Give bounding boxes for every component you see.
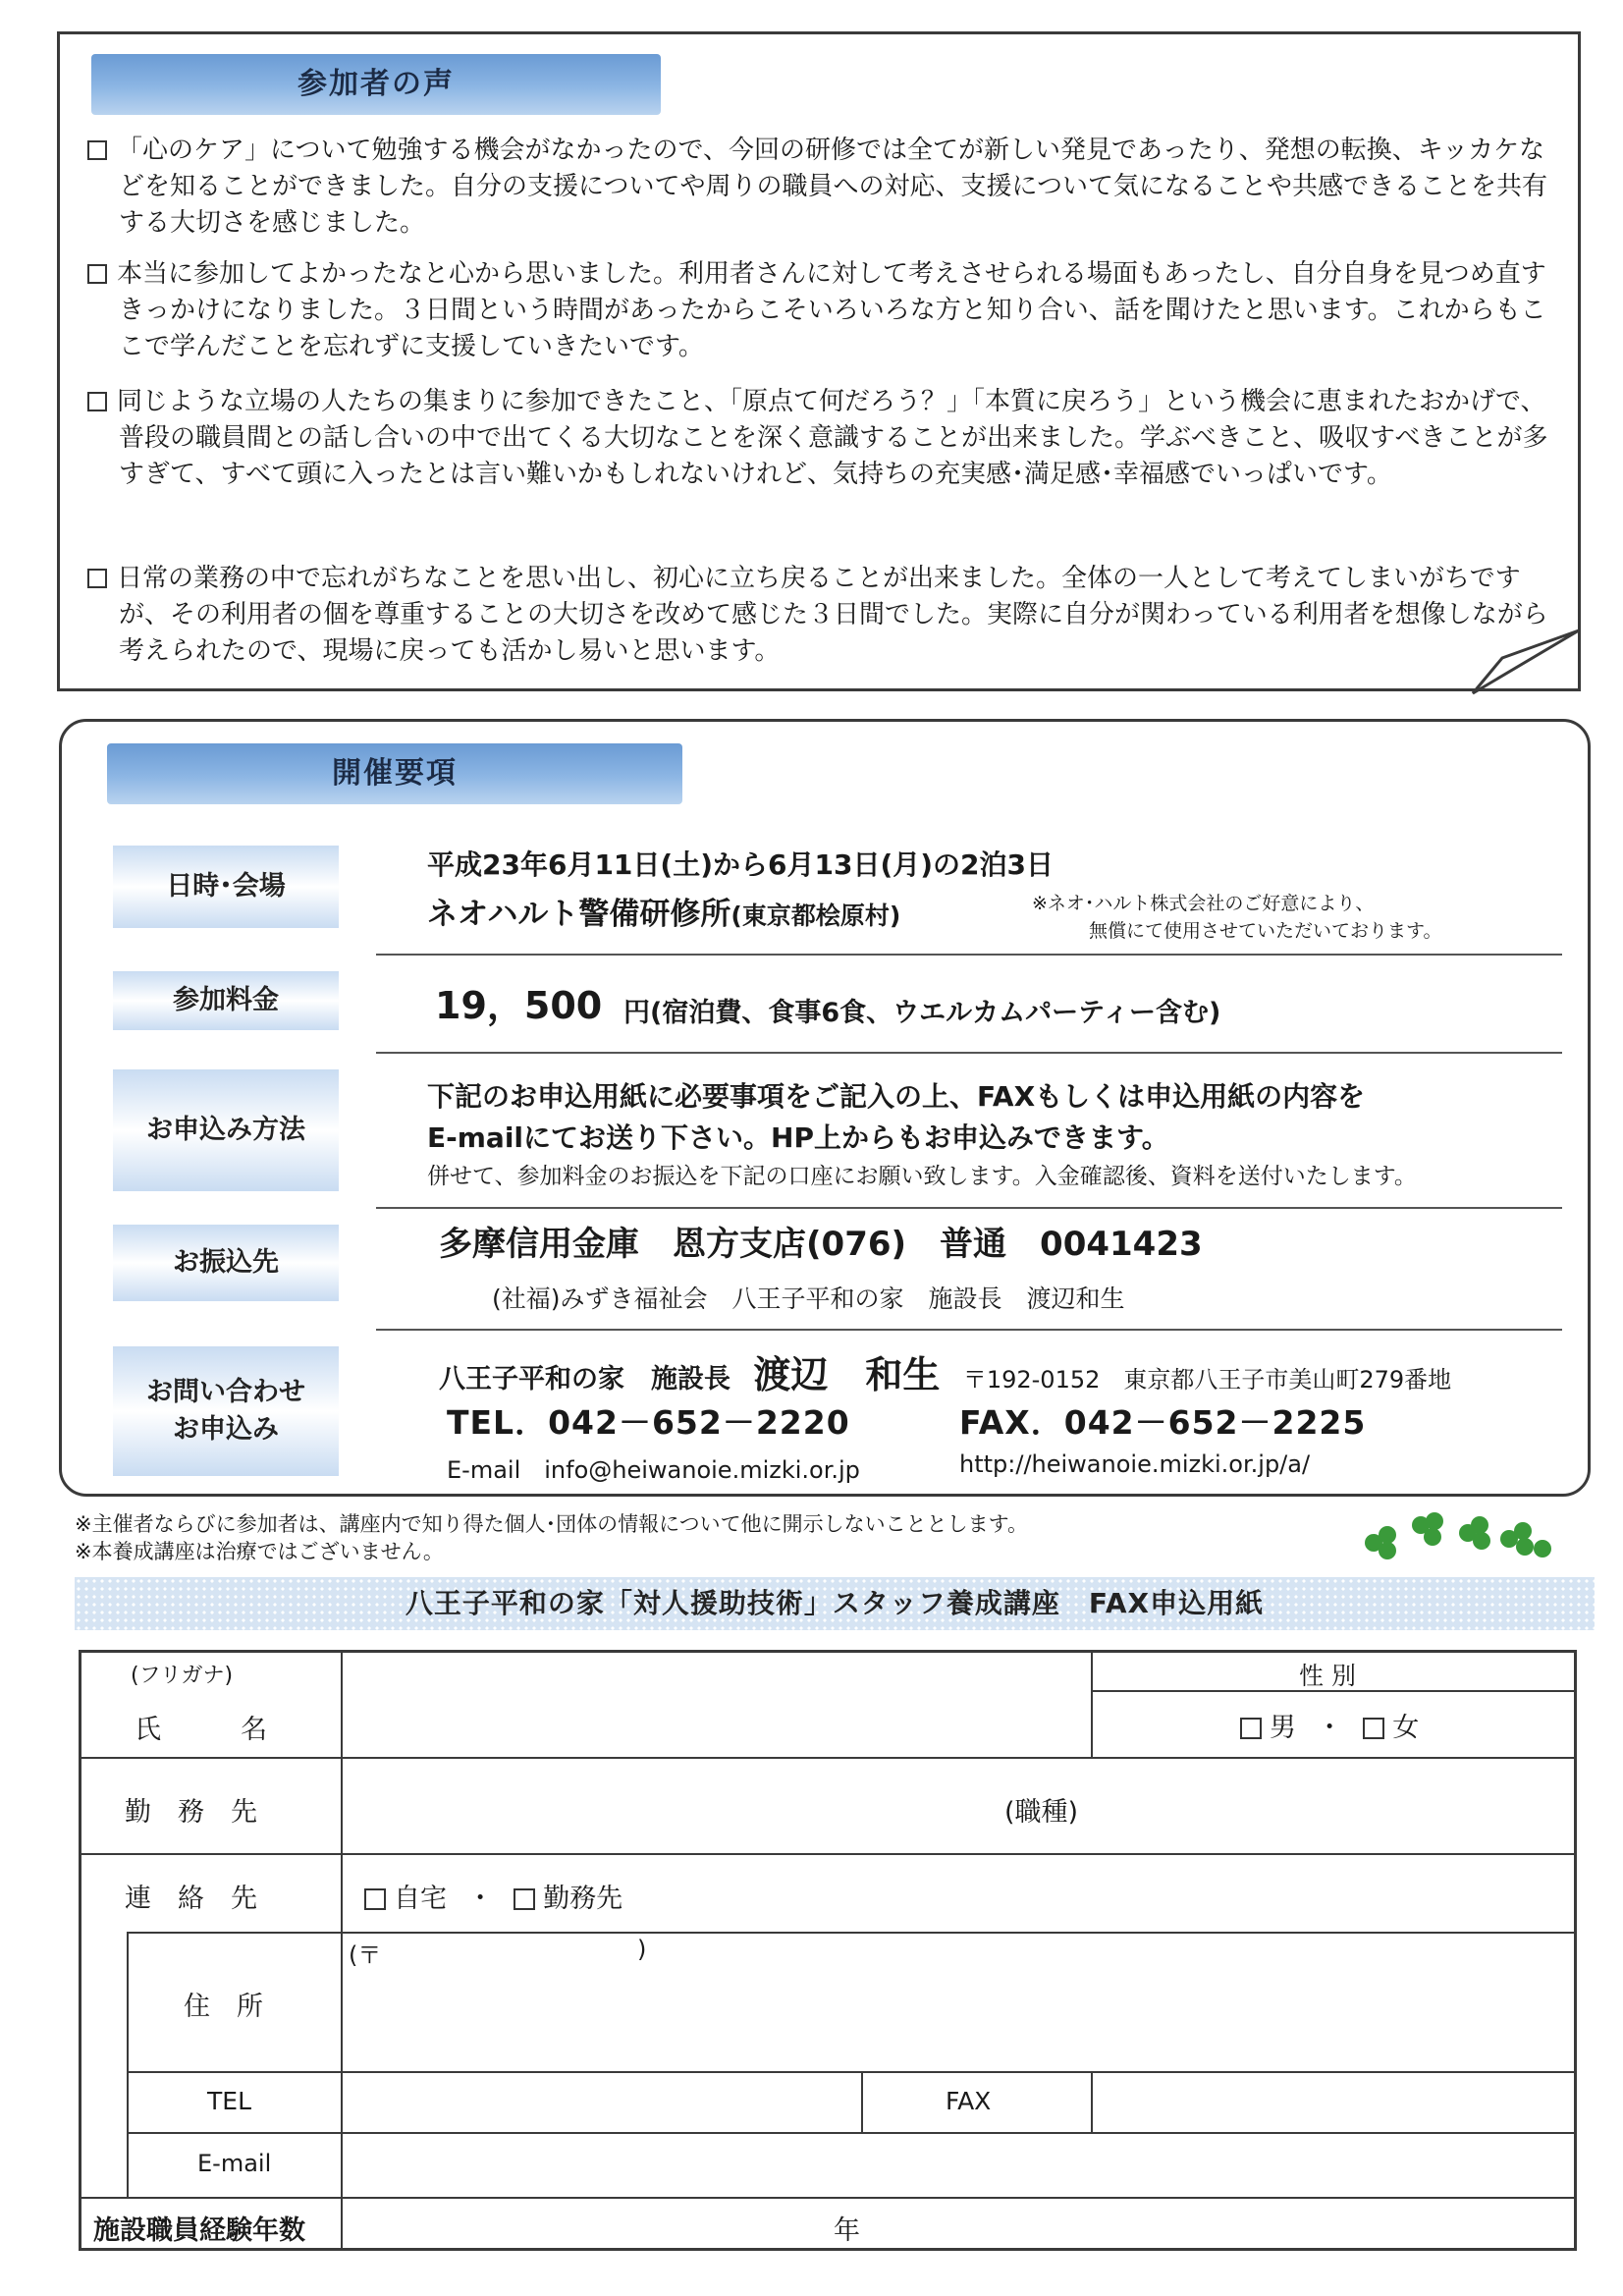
details-heading: 開催要項 xyxy=(107,743,682,804)
note-not-treatment: ※本養成講座は治療ではございません。 xyxy=(75,1540,444,1563)
label-contact: お問い合わせ お申込み xyxy=(113,1346,339,1476)
furigana-label: (フリガナ) xyxy=(131,1664,234,1688)
contact-line: 八王子平和の家 施設長 渡辺 和生 〒192-0152 東京都八王子市美山町279番地 xyxy=(439,1353,1452,1396)
voice-item: 日常の業務の中で忘れがちなことを思い出し、初心に立ち戻ることが出来ました。全体の一人として考えてしまいがちですが、その利用者の個を尊重することの大切さを改めて感じた３日間でした。実際に自分が関わっている利用者を想像しながら考えられたので、現場に戻っても活かし易いと思います。 xyxy=(87,561,1550,670)
tel-field[interactable] xyxy=(345,2073,859,2130)
email-field[interactable] xyxy=(345,2134,1576,2195)
contact-email-link[interactable]: E-mail info@heiwanoie.mizki.or.jp xyxy=(447,1456,860,1484)
male-checkbox[interactable] xyxy=(1240,1718,1262,1739)
postal-close: ) xyxy=(637,1936,647,1963)
website-link[interactable]: http://heiwanoie.mizki.or.jp/a/ xyxy=(959,1450,1311,1478)
event-date: 平成23年6月11日(土)から6月13日(月)の2泊3日 xyxy=(427,848,1055,881)
label-bank: お振込先 xyxy=(113,1225,339,1301)
name-field[interactable] xyxy=(345,1653,1089,1755)
label-date-venue: 日時･会場 xyxy=(113,846,339,928)
checkbox-square xyxy=(87,569,107,588)
participant-voices-box xyxy=(57,31,1581,691)
email-label: E-mail xyxy=(197,2150,272,2177)
occupation-label: (職種) xyxy=(1004,1797,1079,1828)
checkbox-square xyxy=(87,140,107,160)
contact-options: 自宅 ・ 勤務先 xyxy=(364,1877,622,1915)
fax-label: FAX xyxy=(946,2087,992,2115)
clover-decoration xyxy=(1361,1512,1567,1571)
contact-label: 連 絡 先 xyxy=(125,1884,257,1914)
name-label: 氏 名 xyxy=(135,1715,267,1745)
workplace-label: 勤 務 先 xyxy=(125,1797,257,1828)
form-title: 八王子平和の家「対人援助技術」スタッフ養成講座 FAX申込用紙 xyxy=(75,1577,1595,1630)
checkbox-square xyxy=(87,392,107,411)
contact-address: 〒192-0152 東京都八王子市美山町279番地 xyxy=(962,1366,1452,1394)
divider xyxy=(376,954,1562,956)
female-checkbox[interactable] xyxy=(1363,1718,1384,1739)
venue-note-2: 無償にて使用させていただいております。 xyxy=(1089,920,1442,942)
divider xyxy=(376,1207,1562,1209)
home-checkbox[interactable] xyxy=(364,1888,386,1910)
gender-options: 男 ・ 女 xyxy=(1240,1706,1419,1744)
divider xyxy=(376,1329,1562,1331)
folded-corner-decoration xyxy=(1453,629,1591,699)
event-details-box xyxy=(59,719,1591,1497)
bank-account: 多摩信用金庫 恩方支店(076) 普通 0041423 xyxy=(439,1225,1203,1264)
apply-line: 併せて、参加料金のお振込を下記の口座にお願い致します。入金確認後、資料を送付いたします。 xyxy=(427,1164,1417,1189)
postal-open: (〒 xyxy=(349,1941,382,1969)
bank-holder: (社福)みずき福祉会 八王子平和の家 施設長 渡辺和生 xyxy=(492,1285,1125,1313)
divider xyxy=(376,1052,1562,1054)
fax-field[interactable] xyxy=(1095,2073,1576,2130)
voice-item: 同じような立場の人たちの集まりに参加できたこと、「原点て何だろう？」「本質に戻ろう」という機会に恵まれたおかげで、普段の職員間との話し合いの中で出てくる大切なことを深く意識することが出来ました。学ぶべきこと、吸収すべきことが多すぎて、すべて頭に入ったとは言い難いかもしれないけれど、気持ちの充実感･満足感･幸福感でいっぱいです。 xyxy=(87,384,1550,493)
years-unit: 年 xyxy=(834,2215,860,2246)
contact-name: 渡辺 和生 xyxy=(753,1353,941,1396)
address-label: 住 所 xyxy=(184,1992,263,2022)
fee-detail: 円(宿泊費、食事6食、ウエルカムパーティー含む) xyxy=(623,998,1221,1028)
contact-fax: FAX．042－652－2225 xyxy=(959,1403,1367,1442)
address-field[interactable] xyxy=(345,1934,1576,2069)
apply-line: 下記のお申込用紙に必要事項をご記入の上、FAXもしくは申込用紙の内容を xyxy=(427,1080,1366,1113)
voice-item: 「心のケア」について勉強する機会がなかったので、今回の研修では全てが新しい発見であったり、発想の転換、キッカケなどを知ることができました。自分の支援についてや周りの職員への対応、支援について気になることや共感できることを共有する大切さを感じました。 xyxy=(87,133,1550,242)
note-privacy: ※主催者ならびに参加者は、講座内で知り得た個人･団体の情報について他に開示しないこととします。 xyxy=(75,1512,1028,1536)
label-apply-method: お申込み方法 xyxy=(113,1069,339,1191)
work-checkbox[interactable] xyxy=(514,1888,535,1910)
checkbox-square xyxy=(87,264,107,284)
tel-label: TEL xyxy=(207,2087,251,2115)
contact-tel: TEL．042－652－2220 xyxy=(447,1403,850,1442)
gender-label: 性 別 xyxy=(1299,1662,1356,1690)
venue-name: ネオハルト警備研修所(東京都桧原村) xyxy=(427,897,901,932)
application-form xyxy=(79,1650,1577,2251)
fee-amount: 19，500 xyxy=(435,984,603,1027)
voices-heading: 参加者の声 xyxy=(91,54,661,115)
venue-note: ※ネオ･ハルト株式会社のご好意により、 xyxy=(1032,893,1375,914)
workplace-field[interactable] xyxy=(345,1759,1576,1851)
apply-line: E-mailにてお送り下さい。HP上からもお申込みできます。 xyxy=(427,1121,1169,1154)
experience-field[interactable] xyxy=(345,2199,826,2250)
label-fee: 参加料金 xyxy=(113,971,339,1030)
voice-item: 本当に参加してよかったなと心から思いました。利用者さんに対して考えさせられる場面もあったし、自分自身を見つめ直すきっかけになりました。３日間という時間があったからこそいろいろな方と知り合い、話を聞けたと思います。これからもここで学んだことを忘れずに支援していきたいです。 xyxy=(87,256,1550,365)
experience-label: 施設職員経験年数 xyxy=(93,2215,305,2246)
